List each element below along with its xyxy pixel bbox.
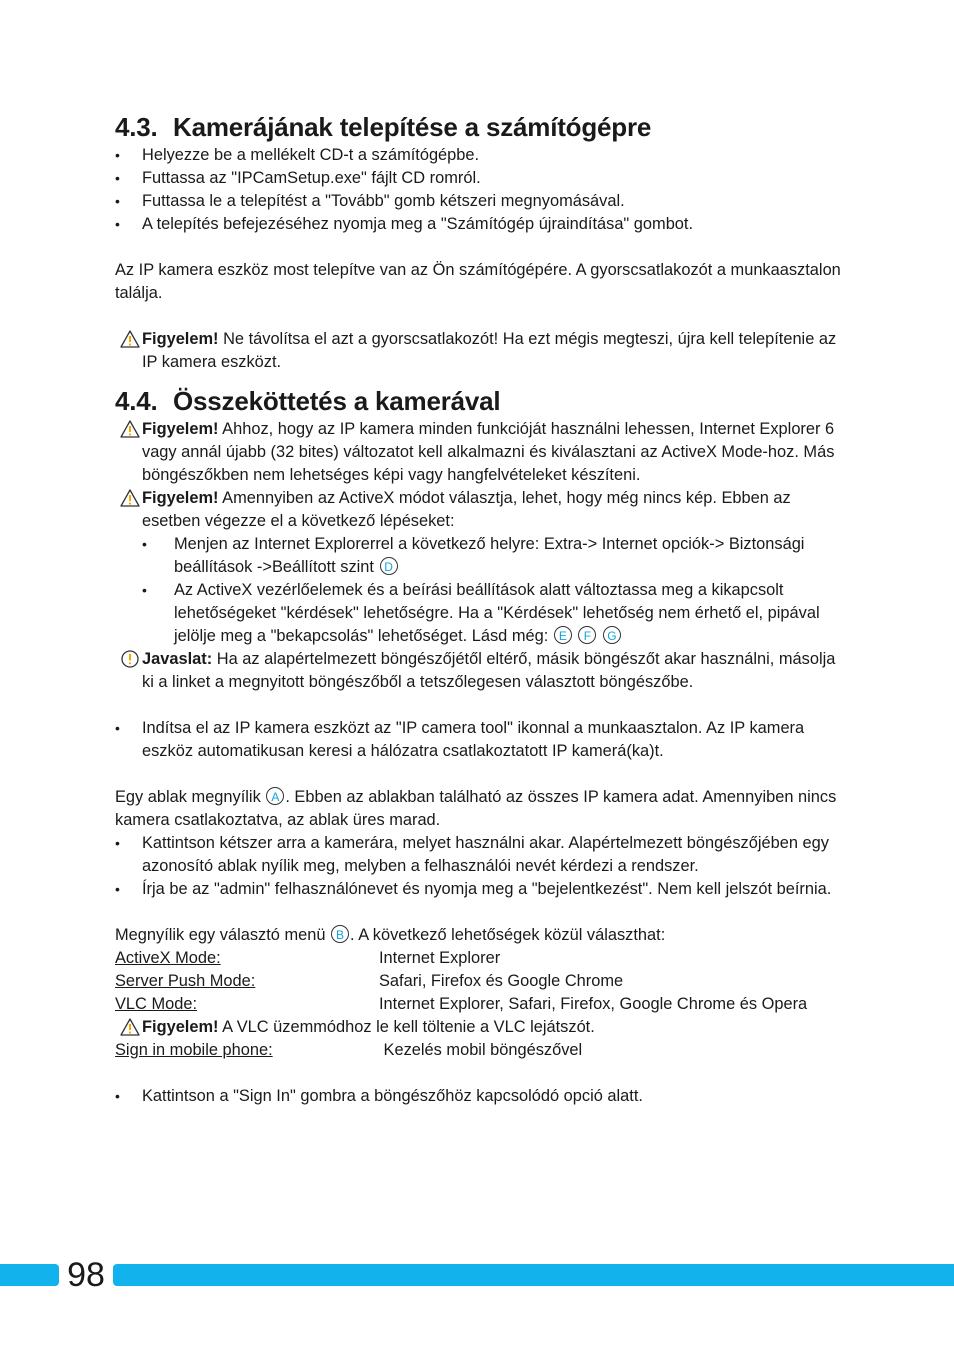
mode-key: Sign in mobile phone: [115,1041,273,1059]
warning-note [115,418,845,487]
warning-text: Amennyiben az ActiveX módot választja, lehet, hogy még nincs kép. Ebben az esetben végezze el a következő lépéseket: [142,489,791,530]
warning-triangle-icon [120,330,140,348]
mode-row-activex [115,947,845,970]
section-number: 4.3. [115,112,158,142]
warning-note [115,487,845,533]
warning-text: Ne távolítsa el azt a gyorscsatlakozót! Ha ezt mégis megteszi, újra kell telepítenie az IP kamera eszközt. [142,330,837,371]
warning-note [115,1016,845,1039]
list-item: • Futtassa le a telepítést a "Tovább" gomb kétszeri megnyomásával. [115,190,845,213]
tip-note [115,648,845,694]
tip-label: Javaslat: [142,650,213,668]
mode-value: Kezelés mobil böngészővel [379,1041,583,1059]
warning-note [115,328,845,374]
mode-value: Safari, Firefox és Google Chrome [379,972,624,990]
start-tool-list [115,717,845,763]
section-number: 4.4. [115,386,158,416]
window-paragraph [115,786,845,832]
mode-value: Internet Explorer [379,949,501,967]
mode-key: Server Push Mode: [115,972,256,990]
step-text: Az ActiveX vezérlőelemek és a beírási beállítások alatt változtassa meg a kikapcsolt lehetőségeket "kérdések" lehetőségre. Ha a "Kérdések" lehetőség nem érhető el, pipával jelölje meg a "bekapcsolás" lehetőséget. Lásd még: [174,581,820,645]
window-text-pre: Egy ablak megnyílik [115,788,266,806]
page-number: 98 [55,1254,117,1296]
menu-text-post: . A következő lehetőségek közül választhat: [350,926,666,944]
mode-value: Internet Explorer, Safari, Firefox, Google Chrome és Opera [379,995,808,1013]
info-exclamation-icon [120,650,140,668]
signin-list [115,1085,845,1108]
page-content [115,110,845,1108]
figure-ref-badge: G [603,626,621,644]
warning-triangle-icon [120,1018,140,1036]
figure-ref-badge: E [554,626,572,644]
figure-ref-badge: A [266,787,284,805]
list-item: • Indítsa el az IP kamera eszközt az "IP camera tool" ikonnal a munkaasztalon. Az IP kamera eszköz automatikusan keresi a hálózatra csatlakoztatott IP kamerá(ka)t. [115,717,845,763]
list-item: • Kattintson kétszer arra a kamerára, melyet használni akar. Alapértelmezett böngészőjében egy azonosító ablak nyílik meg, melyben a felhasználói nevét kérdezi a rendszer. [115,832,845,878]
login-steps-list [115,832,845,901]
section-4-4-heading [115,384,845,418]
step-text: Menjen az Internet Explorerrel a következő helyre: Extra-> Internet opciók-> Biztonsági beállítások ->Beállított szint [174,535,805,576]
list-item [142,579,845,648]
list-item: • Írja be az "admin" felhasználónevet és nyomja meg a "bejelentkezést". Nem kell jelszót beírnia. [115,878,845,901]
section-4-3-heading [115,110,845,144]
list-item: • Kattintson a "Sign In" gombra a böngészőhöz kapcsolódó opció alatt. [115,1085,845,1108]
menu-paragraph [115,924,845,947]
install-result-paragraph: Az IP kamera eszköz most telepítve van az Ön számítógépére. A gyorscsatlakozót a munkaasztalon találja. [115,261,841,302]
warning-label: Figyelem! [142,330,219,348]
figure-ref-badge: F [578,626,596,644]
window-text-post: . Ebben az ablakban található az összes IP kamera adat. Amennyiben nincs kamera csatlakoztatva, az ablak üres marad. [115,788,837,829]
list-item [142,533,845,579]
figure-ref-badge: D [380,557,398,575]
mode-row-server-push [115,970,845,993]
footer-accent-bar [0,1264,954,1286]
warning-label: Figyelem! [142,1018,219,1036]
list-item: • A telepítés befejezéséhez nyomja meg a "Számítógép újraindítása" gombot. [115,213,845,236]
menu-text-pre: Megnyílik egy választó menü [115,926,330,944]
section-title: Kamerájának telepítése a számítógépre [173,112,652,142]
warning-label: Figyelem! [142,489,219,507]
warning-triangle-icon [120,489,140,507]
mode-key: ActiveX Mode: [115,949,221,967]
warning-text: Ahhoz, hogy az IP kamera minden funkcióját használni lehessen, Internet Explorer 6 vagy annál újabb (32 bites) változatot kell alkalmazni és kiválasztani az ActiveX Mode-hoz. Más böngészőkben nem lehetséges képi vagy hangfelvételeket készíteni. [142,420,835,484]
tip-text: Ha az alapértelmezett böngészőjétől eltérő, másik böngészőt akar használni, másolja ki a linket a megnyitott böngészőből a tetszőlegesen választott böngészőbe. [142,650,836,691]
section-title: Összeköttetés a kamerával [173,386,501,416]
warning-triangle-icon [120,420,140,438]
mode-key: VLC Mode: [115,995,197,1013]
warning-label: Figyelem! [142,420,219,438]
activex-steps-list [115,533,845,648]
warning-text: A VLC üzemmódhoz le kell töltenie a VLC lejátszót. [218,1018,595,1036]
mode-row-vlc [115,993,845,1016]
list-item: • Futtassa az "IPCamSetup.exe" fájlt CD romról. [115,167,845,190]
figure-ref-badge: B [331,925,349,943]
mode-row-mobile [115,1039,845,1062]
install-steps-list [115,144,845,236]
list-item: • Helyezze be a mellékelt CD-t a számítógépbe. [115,144,845,167]
